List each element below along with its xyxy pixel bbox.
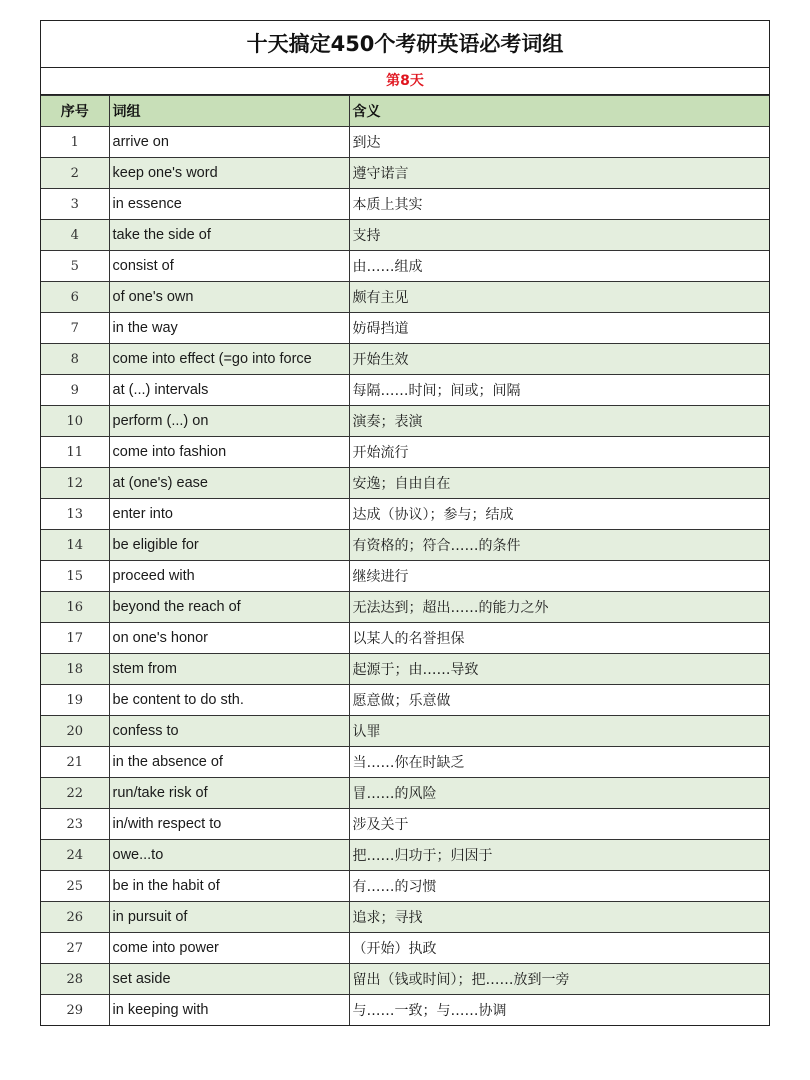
row-phrase: take the side of — [109, 220, 349, 251]
row-number: 3 — [41, 189, 109, 220]
row-number: 26 — [41, 902, 109, 933]
table-row — [41, 964, 769, 995]
row-number: 7 — [41, 313, 109, 344]
table-row — [41, 871, 769, 902]
row-number: 14 — [41, 530, 109, 561]
row-meaning: 愿意做；乐意做 — [349, 685, 769, 716]
table-row — [41, 902, 769, 933]
table-row — [41, 313, 769, 344]
row-number: 22 — [41, 778, 109, 809]
row-meaning: 有……的习惯 — [349, 871, 769, 902]
row-number: 25 — [41, 871, 109, 902]
row-meaning: 遵守诺言 — [349, 158, 769, 189]
row-meaning: 继续进行 — [349, 561, 769, 592]
table-row — [41, 189, 769, 220]
table-row — [41, 623, 769, 654]
row-meaning: 当……你在时缺乏 — [349, 747, 769, 778]
row-phrase: beyond the reach of — [109, 592, 349, 623]
table-row — [41, 933, 769, 964]
table-row — [41, 158, 769, 189]
row-number: 21 — [41, 747, 109, 778]
table-row — [41, 716, 769, 747]
phrase-table — [41, 95, 769, 1025]
row-phrase: come into fashion — [109, 437, 349, 468]
vocabulary-sheet — [40, 20, 770, 1026]
table-row — [41, 778, 769, 809]
row-phrase: be eligible for — [109, 530, 349, 561]
row-number: 11 — [41, 437, 109, 468]
row-number: 29 — [41, 995, 109, 1026]
row-number: 1 — [41, 127, 109, 158]
row-number: 2 — [41, 158, 109, 189]
row-meaning: （开始）执政 — [349, 933, 769, 964]
row-number: 10 — [41, 406, 109, 437]
row-meaning: 到达 — [349, 127, 769, 158]
row-phrase: arrive on — [109, 127, 349, 158]
row-phrase: enter into — [109, 499, 349, 530]
row-meaning: 开始流行 — [349, 437, 769, 468]
row-meaning: 把……归功于；归因于 — [349, 840, 769, 871]
row-number: 13 — [41, 499, 109, 530]
row-phrase: in the way — [109, 313, 349, 344]
row-number: 28 — [41, 964, 109, 995]
table-row — [41, 220, 769, 251]
row-meaning: 冒……的风险 — [349, 778, 769, 809]
table-row — [41, 344, 769, 375]
row-meaning: 涉及关于 — [349, 809, 769, 840]
row-phrase: owe...to — [109, 840, 349, 871]
row-phrase: stem from — [109, 654, 349, 685]
row-phrase: of one's own — [109, 282, 349, 313]
row-meaning: 与……一致；与……协调 — [349, 995, 769, 1026]
header-num: 序号 — [41, 96, 109, 127]
table-row — [41, 251, 769, 282]
table-row — [41, 375, 769, 406]
row-meaning: 每隔……时间；间或；间隔 — [349, 375, 769, 406]
row-meaning: 演奏；表演 — [349, 406, 769, 437]
row-phrase: on one's honor — [109, 623, 349, 654]
page-title: 十天搞定450个考研英语必考词组 — [41, 21, 769, 68]
row-phrase: confess to — [109, 716, 349, 747]
row-meaning: 颇有主见 — [349, 282, 769, 313]
table-header-row — [41, 96, 769, 127]
row-meaning: 妨碍挡道 — [349, 313, 769, 344]
table-row — [41, 530, 769, 561]
row-meaning: 认罪 — [349, 716, 769, 747]
table-row — [41, 127, 769, 158]
row-phrase: set aside — [109, 964, 349, 995]
table-row — [41, 592, 769, 623]
table-row — [41, 840, 769, 871]
row-meaning: 起源于；由……导致 — [349, 654, 769, 685]
row-number: 9 — [41, 375, 109, 406]
row-number: 18 — [41, 654, 109, 685]
table-row — [41, 685, 769, 716]
header-phrase: 词组 — [109, 96, 349, 127]
row-meaning: 本质上其实 — [349, 189, 769, 220]
row-meaning: 由……组成 — [349, 251, 769, 282]
row-number: 5 — [41, 251, 109, 282]
row-phrase: in/with respect to — [109, 809, 349, 840]
row-phrase: come into effect (=go into force — [109, 344, 349, 375]
table-row — [41, 747, 769, 778]
row-meaning: 有资格的；符合……的条件 — [349, 530, 769, 561]
row-phrase: in pursuit of — [109, 902, 349, 933]
row-number: 8 — [41, 344, 109, 375]
row-phrase: in keeping with — [109, 995, 349, 1026]
row-phrase: in essence — [109, 189, 349, 220]
table-row — [41, 437, 769, 468]
row-number: 23 — [41, 809, 109, 840]
row-number: 15 — [41, 561, 109, 592]
row-meaning: 开始生效 — [349, 344, 769, 375]
row-meaning: 以某人的名誉担保 — [349, 623, 769, 654]
table-row — [41, 561, 769, 592]
row-number: 16 — [41, 592, 109, 623]
table-row — [41, 282, 769, 313]
row-meaning: 安逸；自由自在 — [349, 468, 769, 499]
row-meaning: 无法达到；超出……的能力之外 — [349, 592, 769, 623]
row-number: 27 — [41, 933, 109, 964]
row-meaning: 达成（协议）；参与；结成 — [349, 499, 769, 530]
table-row — [41, 809, 769, 840]
table-row — [41, 995, 769, 1026]
row-phrase: perform (...) on — [109, 406, 349, 437]
row-number: 20 — [41, 716, 109, 747]
table-row — [41, 468, 769, 499]
row-number: 17 — [41, 623, 109, 654]
row-meaning: 留出（钱或时间）；把……放到一旁 — [349, 964, 769, 995]
row-phrase: proceed with — [109, 561, 349, 592]
row-number: 19 — [41, 685, 109, 716]
day-label: 第8天 — [41, 68, 769, 95]
row-meaning: 追求；寻找 — [349, 902, 769, 933]
row-phrase: be in the habit of — [109, 871, 349, 902]
row-phrase: at (one's) ease — [109, 468, 349, 499]
row-phrase: keep one's word — [109, 158, 349, 189]
row-meaning: 支持 — [349, 220, 769, 251]
table-row — [41, 654, 769, 685]
row-number: 4 — [41, 220, 109, 251]
row-phrase: come into power — [109, 933, 349, 964]
row-phrase: run/take risk of — [109, 778, 349, 809]
row-number: 12 — [41, 468, 109, 499]
row-phrase: in the absence of — [109, 747, 349, 778]
table-row — [41, 406, 769, 437]
row-phrase: be content to do sth. — [109, 685, 349, 716]
row-number: 24 — [41, 840, 109, 871]
header-meaning: 含义 — [349, 96, 769, 127]
row-phrase: at (...) intervals — [109, 375, 349, 406]
row-number: 6 — [41, 282, 109, 313]
table-row — [41, 499, 769, 530]
row-phrase: consist of — [109, 251, 349, 282]
